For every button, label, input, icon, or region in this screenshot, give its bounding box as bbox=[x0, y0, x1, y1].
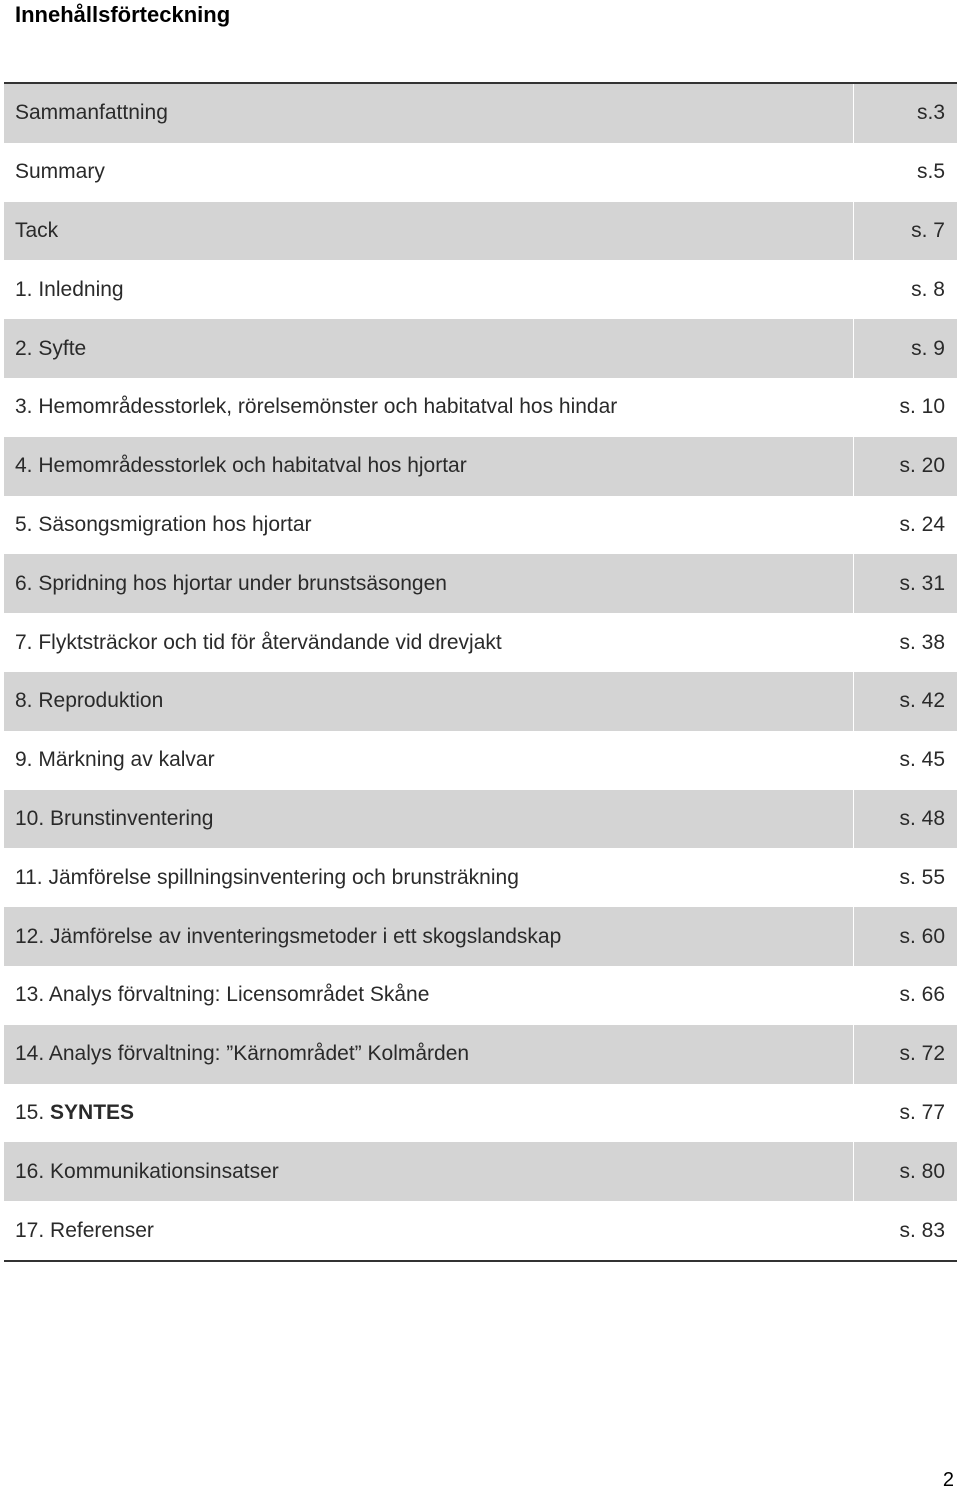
toc-entry[interactable] bbox=[4, 554, 957, 613]
toc-entry-title: Sammanfattning bbox=[15, 101, 168, 125]
toc-entry-title: 7. Flyktsträckor och tid för återvändande vid drevjakt bbox=[15, 630, 502, 654]
toc-entry-page: s. 31 bbox=[853, 554, 957, 613]
toc-entry[interactable] bbox=[4, 260, 957, 319]
toc-entry[interactable] bbox=[4, 966, 957, 1025]
toc-entry-title: 11. Jämförelse spillningsinventering och brunsträkning bbox=[15, 865, 519, 889]
toc-entry[interactable] bbox=[4, 672, 957, 731]
toc-entry-title: 17. Referenser bbox=[15, 1218, 154, 1242]
toc-entry-title: Summary bbox=[15, 160, 105, 184]
toc-entry-page: s. 7 bbox=[853, 202, 957, 261]
table-of-contents bbox=[4, 82, 957, 1262]
toc-entry-page: s. 45 bbox=[899, 748, 945, 772]
toc-entry-page: s. 60 bbox=[853, 907, 957, 966]
toc-entry[interactable] bbox=[4, 1142, 957, 1201]
toc-entry-page: s. 80 bbox=[853, 1142, 957, 1201]
toc-entry-title: 16. Kommunikationsinsatser bbox=[15, 1159, 279, 1183]
page-title: Innehållsförteckning bbox=[15, 2, 231, 27]
toc-entry-title: 3. Hemområdesstorlek, rörelsemönster och habitatval hos hindar bbox=[15, 395, 618, 419]
toc-entry-title: 9. Märkning av kalvar bbox=[15, 748, 215, 772]
toc-entry-page: s. 55 bbox=[899, 865, 945, 889]
toc-entry-title: 14. Analys förvaltning: ”Kärnområdet” Kolmården bbox=[15, 1042, 470, 1066]
toc-entry[interactable] bbox=[4, 1084, 957, 1143]
toc-entry[interactable] bbox=[4, 437, 957, 496]
toc-entry[interactable] bbox=[4, 496, 957, 555]
toc-entry-title: 8. Reproduktion bbox=[15, 689, 164, 713]
toc-entry[interactable] bbox=[4, 731, 957, 790]
toc-entry-title: 4. Hemområdesstorlek och habitatval hos hjortar bbox=[15, 454, 467, 478]
toc-entry[interactable] bbox=[4, 1025, 957, 1084]
toc-entry-title: Tack bbox=[15, 218, 59, 242]
toc-entry-title: 12. Jämförelse av inventeringsmetoder i ett skogslandskap bbox=[15, 924, 562, 948]
toc-entry-page: s. 24 bbox=[899, 512, 945, 536]
toc-entry-title: 1. Inledning bbox=[15, 277, 124, 301]
toc-entry-page: s. 8 bbox=[911, 277, 945, 301]
toc-entry-page: s. 20 bbox=[853, 437, 957, 496]
toc-entry[interactable] bbox=[4, 202, 957, 261]
toc-entry-page: s.5 bbox=[916, 160, 945, 184]
toc-entry-number: 15. bbox=[15, 1100, 51, 1124]
toc-entry[interactable] bbox=[4, 319, 957, 378]
toc-entry-title: 2. Syfte bbox=[15, 336, 87, 360]
toc-entry[interactable] bbox=[4, 848, 957, 907]
toc-entry[interactable] bbox=[4, 1201, 957, 1260]
toc-entry-title: 10. Brunstinventering bbox=[15, 806, 214, 830]
toc-entry-page: s. 77 bbox=[899, 1100, 945, 1124]
toc-entry-page: s. 10 bbox=[899, 395, 945, 419]
toc-entry-title: 6. Spridning hos hjortar under brunstsäsongen bbox=[15, 571, 447, 595]
toc-entry[interactable] bbox=[4, 907, 957, 966]
toc-entry[interactable] bbox=[4, 790, 957, 849]
toc-entry-page: s. 9 bbox=[853, 319, 957, 378]
toc-entry-title: 13. Analys förvaltning: Licensområdet Skåne bbox=[15, 983, 430, 1007]
toc-entry[interactable] bbox=[4, 378, 957, 437]
toc-entry-page: s.3 bbox=[853, 84, 957, 143]
toc-entry-page: s. 83 bbox=[899, 1218, 945, 1242]
toc-entry-emphasis: SYNTES bbox=[50, 1100, 135, 1124]
toc-entry[interactable] bbox=[4, 84, 957, 143]
toc-entry-page: s. 42 bbox=[853, 672, 957, 731]
toc-entry-page: s. 38 bbox=[899, 630, 945, 654]
toc-entry-title: 5. Säsongsmigration hos hjortar bbox=[15, 512, 312, 536]
toc-entry-page: s. 66 bbox=[899, 983, 945, 1007]
toc-entry[interactable] bbox=[4, 143, 957, 202]
toc-entry[interactable] bbox=[4, 613, 957, 672]
toc-entry-page: s. 72 bbox=[853, 1025, 957, 1084]
toc-entry-page: s. 48 bbox=[853, 790, 957, 849]
toc-entry-title bbox=[4, 1101, 853, 1125]
page-number: 2 bbox=[942, 1469, 954, 1491]
